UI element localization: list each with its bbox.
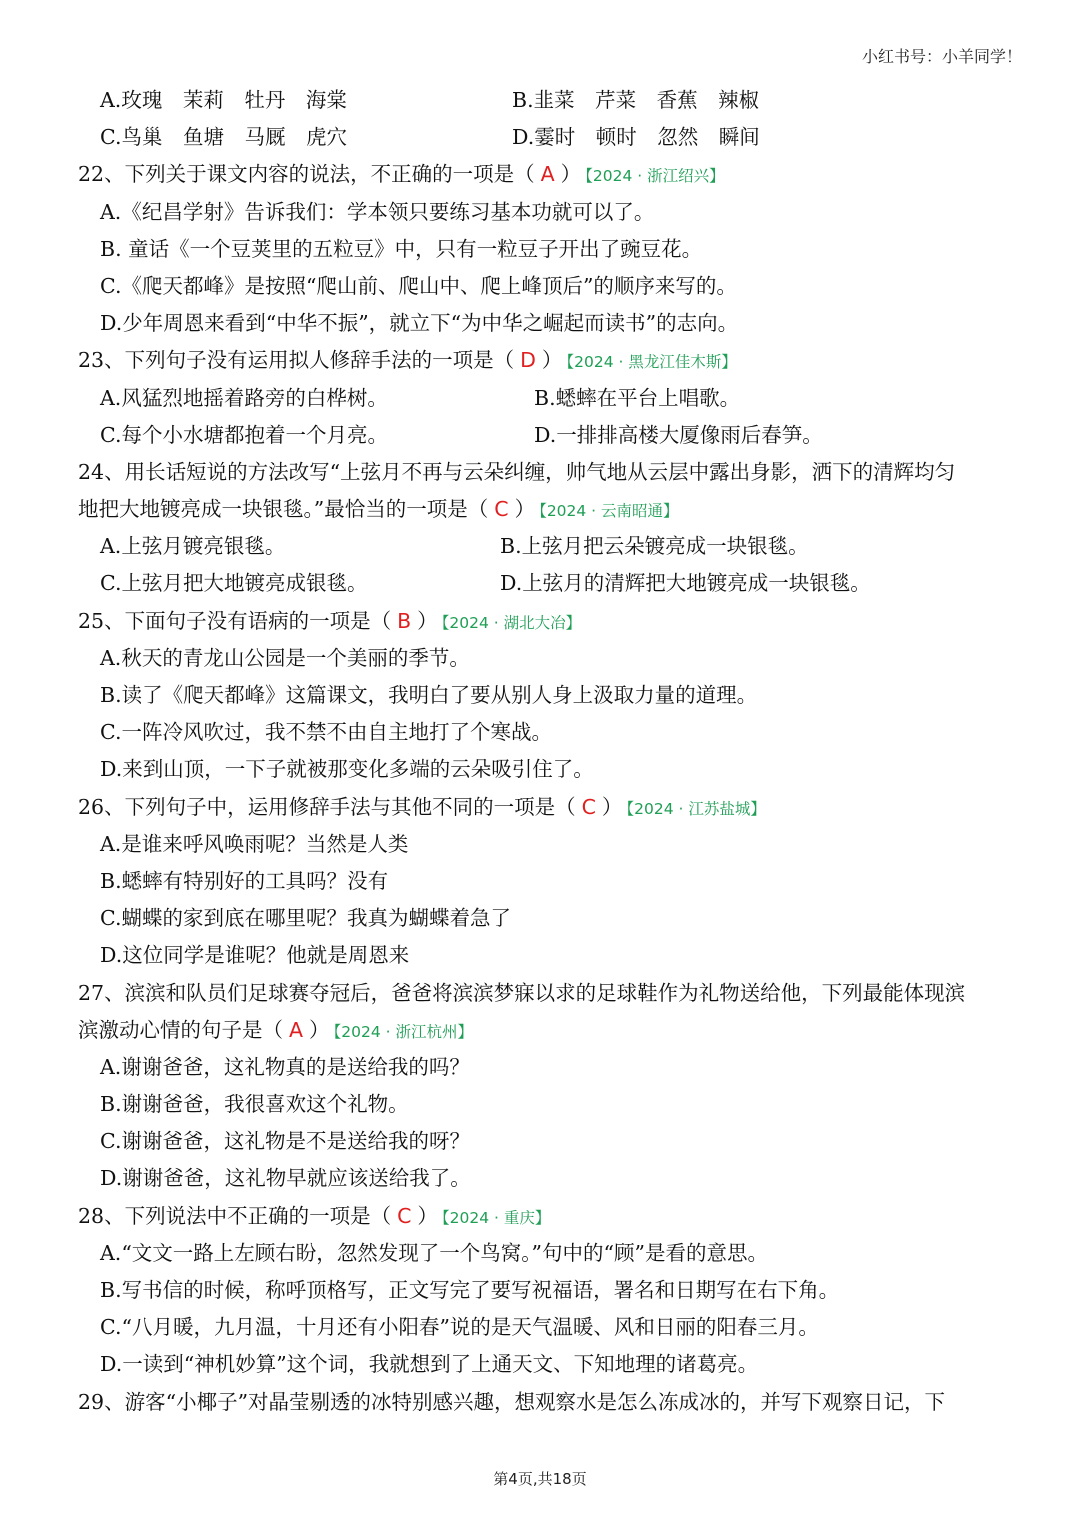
option-d: D.来到山顶，一下子就被那变化多端的云朵吸引住了。 <box>100 757 594 782</box>
source-tag-24: 【2024 · 云南昭通】 <box>539 502 679 521</box>
option-row <box>0 565 1080 602</box>
option-b: B.谢谢爸爸，我很喜欢这个礼物。 <box>100 1092 409 1117</box>
option-a: A.上弦月镀亮银毯。 <box>100 534 286 559</box>
source-tag-23: 【2024 · 黑龙江佳木斯】 <box>566 353 737 372</box>
answer-22: A <box>540 162 555 187</box>
option-d: D.少年周恩来看到“中华不振”，就立下“为中华之崛起而读书”的志向。 <box>100 311 739 336</box>
option-d: D.上弦月的清辉把大地镀亮成一块银毯。 <box>500 571 871 596</box>
question-28-stem: 28、下列说法中不正确的一项是（ C ） 【2024 · 重庆】 <box>78 1203 551 1228</box>
option-a: A.是谁来呼风唤雨呢？当然是人类 <box>100 831 409 856</box>
answer-26: C <box>581 794 596 819</box>
source-tag-26: 【2024 · 江苏盐城】 <box>626 799 766 818</box>
question-23-stem: 23、下列句子没有运用拟人修辞手法的一项是（ D ） 【2024 · 黑龙江佳木斯】 <box>78 348 737 373</box>
question-24-stem-cont: 地把大地镀亮成一块银毯。”最恰当的一项是（ C ） 【2024 · 云南昭通】 <box>78 497 679 522</box>
option-b: B. 童话《一个豆荚里的五粒豆》中，只有一粒豆子开出了豌豆花。 <box>100 236 703 261</box>
option-c: C.蝴蝶的家到底在哪里呢？我真为蝴蝶着急了 <box>100 906 511 931</box>
question-26-stem: 26、下列句子中，运用修辞手法与其他不同的一项是（ C ） 【2024 · 江苏盐城】 <box>78 794 766 819</box>
question-27-stem: 27、滨滨和队员们足球赛夺冠后，爸爸将滨滨梦寐以求的足球鞋作为礼物送给他，下列最能体现滨 <box>78 980 966 1005</box>
answer-27: A <box>289 1017 304 1042</box>
option-b: B.上弦月把云朵镀亮成一块银毯。 <box>500 534 809 559</box>
option-c: C.一阵冷风吹过，我不禁不由自主地打了个寒战。 <box>100 720 552 745</box>
option-c: C.《爬天都峰》是按照“爬山前、爬山中、爬上峰顶后”的顺序来写的。 <box>100 273 737 298</box>
option-a: A.《纪昌学射》告诉我们：学本领只要练习基本功就可以了。 <box>100 199 655 224</box>
question-29-stem: 29、游客“小椰子”对晶莹剔透的冰特别感兴趣，想观察水是怎么冻成冰的，并写下观察日记，下 <box>78 1389 946 1414</box>
question-25-stem: 25、下面句子没有语病的一项是（ B ） 【2024 · 湖北大冶】 <box>78 608 582 633</box>
option-b: B.蟋蟀在平台上唱歌。 <box>534 385 741 410</box>
option-b: B.写书信的时候，称呼顶格写，正文写完了要写祝福语，署名和日期写在右下角。 <box>100 1278 840 1302</box>
option-row <box>0 417 1080 454</box>
option-c: C.谢谢爸爸，这礼物是不是送给我的呀？ <box>100 1129 470 1154</box>
option-row <box>0 380 1080 417</box>
watermark: 小红书号：小羊同学！ <box>861 47 1022 66</box>
option-a: A.秋天的青龙山公园是一个美丽的季节。 <box>100 645 470 670</box>
option-c: C.鸟巢 鱼塘 马厩 虎穴 <box>100 125 347 150</box>
source-tag-27: 【2024 · 浙江杭州】 <box>333 1022 474 1041</box>
answer-25: B <box>397 608 412 633</box>
option-row <box>0 528 1080 565</box>
option-a: A.风猛烈地摇着路旁的白桦树。 <box>100 385 388 410</box>
option-c: C.每个小水塘都抱着一个月亮。 <box>100 422 388 447</box>
answer-23: D <box>520 348 536 373</box>
option-row <box>0 119 1080 156</box>
question-24-stem: 24、用长话短说的方法改写“上弦月不再与云朵纠缠，帅气地从云层中露出身影，洒下的清辉均匀 <box>78 459 956 484</box>
option-row <box>0 82 1080 119</box>
option-a: A.玫瑰 茉莉 牡丹 海棠 <box>100 88 347 112</box>
answer-28: C <box>397 1203 412 1228</box>
option-b: B.读了《爬天都峰》这篇课文，我明白了要从别人身上汲取力量的道理。 <box>100 683 758 707</box>
option-b: B.韭菜 芹菜 香蕉 辣椒 <box>512 88 760 112</box>
source-tag-22: 【2024 · 浙江绍兴】 <box>585 167 725 186</box>
option-c: C.上弦月把大地镀亮成银毯。 <box>100 571 368 596</box>
question-22-stem: 22、下列关于课文内容的说法，不正确的一项是（ A ） 【2024 · 浙江绍兴】 <box>78 162 725 187</box>
option-b: B.蟋蟀有特别好的工具吗？没有 <box>100 868 389 893</box>
option-d: D.一排排高楼大厦像雨后春笋。 <box>534 422 823 447</box>
option-a: A.“文文一路上左顾右盼，忽然发现了一个鸟窝。”句中的“顾”是看的意思。 <box>100 1240 768 1265</box>
source-tag-25: 【2024 · 湖北大冶】 <box>441 613 582 632</box>
option-a: A.谢谢爸爸，这礼物真的是送给我的吗？ <box>100 1054 470 1079</box>
option-d: D.霎时 顿时 忽然 瞬间 <box>512 125 760 150</box>
page-footer: 第4页,共18页 <box>493 1470 587 1488</box>
source-tag-28: 【2024 · 重庆】 <box>441 1208 551 1227</box>
answer-24: C <box>494 497 509 522</box>
option-d: D.谢谢爸爸，这礼物早就应该送给我了。 <box>100 1166 471 1191</box>
page-content <box>0 82 1080 1421</box>
option-c: C.“八月暖，九月温，十月还有小阳春”说的是天气温暖、风和日丽的阳春三月。 <box>100 1315 819 1340</box>
question-27-stem-cont: 滨激动心情的句子是（ A ） 【2024 · 浙江杭州】 <box>78 1017 474 1042</box>
option-d: D.这位同学是谁呢？他就是周恩来 <box>100 943 410 968</box>
option-d: D.一读到“神机妙算”这个词，我就想到了上通天文、下知地理的诸葛亮。 <box>100 1352 759 1377</box>
